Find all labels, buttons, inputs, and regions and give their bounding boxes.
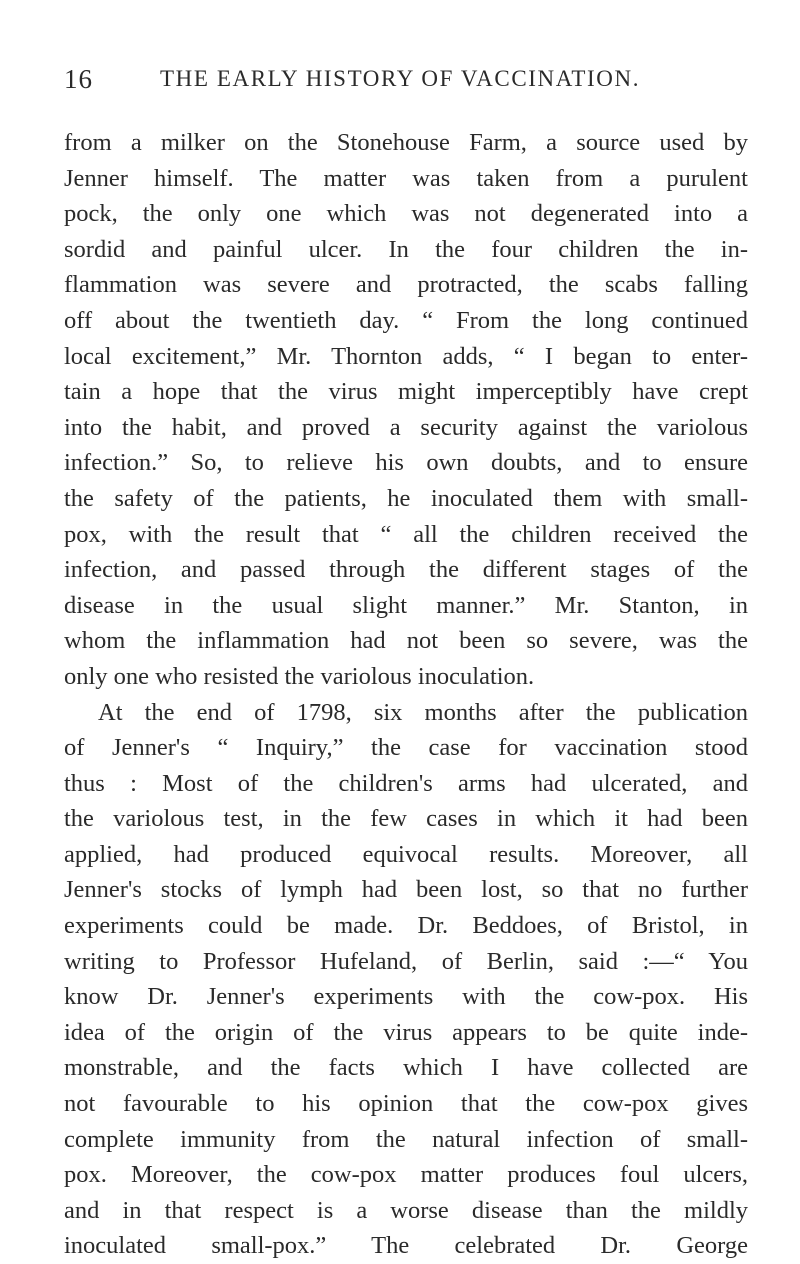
text-line: applied, had produced equivocal results. Moreover, all bbox=[64, 840, 748, 868]
body-text bbox=[64, 125, 748, 1264]
text-line: from a milker on the Stonehouse Farm, a source used by bbox=[64, 129, 748, 156]
text-line: infection.” So, to relieve his own doubts, and to ensure bbox=[64, 449, 748, 477]
paragraph-start-line: At the end of 1798, six months after the publication bbox=[98, 698, 748, 726]
text-line: not favourable to his opinion that the cow-pox gives bbox=[64, 1090, 748, 1118]
text-line: the variolous test, in the few cases in which it had been bbox=[64, 805, 748, 833]
text-line: pock, the only one which was not degenerated into a bbox=[64, 200, 748, 228]
text-line: inoculated small-pox.” The celebrated Dr. George bbox=[64, 1232, 748, 1260]
page-number: 16 bbox=[64, 64, 93, 94]
text-line: infection, and passed through the different stages of the bbox=[64, 556, 748, 584]
text-line: the safety of the patients, he inoculated them with small- bbox=[64, 484, 748, 512]
text-line: pox, with the result that “ all the children received the bbox=[64, 520, 748, 548]
text-line: into the habit, and proved a security against the variolous bbox=[64, 413, 748, 441]
paragraph-end-line: only one who resisted the variolous inoculation. bbox=[64, 662, 535, 690]
text-line: whom the inflammation had not been so severe, was the bbox=[64, 627, 748, 655]
text-line: flammation was severe and protracted, the scabs falling bbox=[64, 271, 748, 299]
text-line: pox. Moreover, the cow-pox matter produces foul ulcers, bbox=[64, 1161, 748, 1189]
text-line: writing to Professor Hufeland, of Berlin, said :—“ You bbox=[64, 947, 748, 975]
text-line: tain a hope that the virus might imperceptibly have crept bbox=[64, 378, 748, 406]
text-line: complete immunity from the natural infection of small- bbox=[64, 1125, 748, 1153]
text-line: monstrable, and the facts which I have collected are bbox=[64, 1054, 748, 1082]
text-line: Jenner's stocks of lymph had been lost, so that no further bbox=[64, 876, 748, 904]
text-line: Jenner himself. The matter was taken from a purulent bbox=[64, 164, 748, 192]
text-line: idea of the origin of the virus appears to be quite inde- bbox=[64, 1018, 748, 1046]
text-line: know Dr. Jenner's experiments with the cow-pox. His bbox=[64, 983, 748, 1011]
running-head bbox=[64, 64, 754, 104]
text-line: sordid and painful ulcer. In the four children the in- bbox=[64, 235, 748, 263]
text-line: thus : Most of the children's arms had ulcerated, and bbox=[64, 769, 748, 797]
text-line: of Jenner's “ Inquiry,” the case for vaccination stood bbox=[64, 734, 748, 762]
text-line: experiments could be made. Dr. Beddoes, of Bristol, in bbox=[64, 912, 748, 940]
text-line: and in that respect is a worse disease than the mildly bbox=[64, 1196, 748, 1224]
running-head-title: THE EARLY HISTORY OF VACCINATION. bbox=[160, 66, 641, 91]
text-line: off about the twentieth day. “ From the long continued bbox=[64, 306, 748, 334]
text-line: local excitement,” Mr. Thornton adds, “ I began to enter- bbox=[64, 342, 748, 370]
text-line: disease in the usual slight manner.” Mr. Stanton, in bbox=[64, 591, 748, 619]
